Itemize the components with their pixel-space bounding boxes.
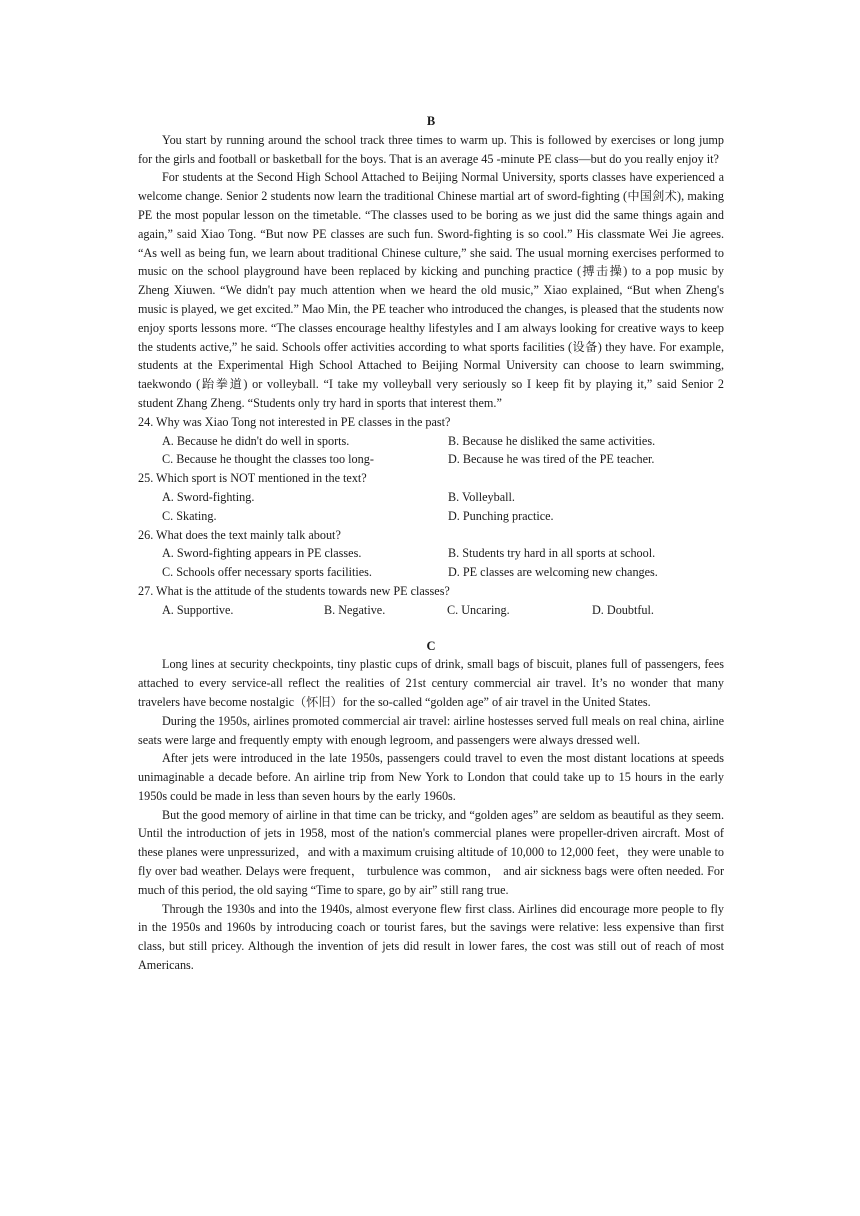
option-c: C. Because he thought the classes too long- (162, 452, 374, 467)
option-b: B. Volleyball. (448, 489, 515, 504)
passage-paragraph: For students at the Second High School Attached to Beijing Normal University, sports classes have experienced a welcome change. Senior 2 students now learn the traditional Chinese martial art of sword-fighting (中国剑术), making PE the most popular lesson on the timetable. “The classes used to be boring as we just did the same things again and again,” said Xiao Tong. “But now PE classes are such fun. Sword-fighting is so cool.” His classmate Wei Jie agrees. “As well as being fun, we learn about traditional Chinese culture,” she said. The usual morning exercises performed to music on the school playground have been replaced by kicking and punching practice (搏击操) to a pop music by Zheng Xiuwen. “We didn't pay much attention when we heard the old music,” Xiao explained, “But when Zheng's music is played, we get excited.” Mao Min, the PE teacher who introduced the changes, is pleased that the students now enjoy sports lessons more. “The classes encourage healthy lifestyles and I am always looking for creative ways to keep the students active,” he said. Schools offer activities according to what sports facilities (设备) they have. For example, students at the Experimental High School Attached to Beijing Normal University can choose to learn swimming, taekwondo (跆拳道) or volleyball. “I take my volleyball very seriously so I keep fit by playing it,” said Senior 2 student Zhang Zheng. “Students only try hard in sports that interest them.” (138, 170, 724, 410)
question-block (138, 526, 724, 582)
section-c-passage (138, 655, 724, 975)
option-d: D. Punching practice. (448, 508, 554, 523)
passage-paragraph: Long lines at security checkpoints, tiny plastic cups of drink, small bags of biscuit, planes full of passengers, fees attached to every service-all reflect the realities of 21st century commercial air travel. It’s no wonder that many travelers have become nostalgic（怀旧）for the so-called “golden age” of air travel in the United States. (138, 657, 724, 709)
option-b: B. Negative. (324, 602, 386, 617)
option-a: A. Supportive. (162, 602, 234, 617)
option-list (138, 601, 724, 620)
option-list (138, 432, 724, 470)
section-b-title: B (426, 114, 436, 128)
question-stem: 24. Why was Xiao Tong not interested in PE classes in the past? (138, 414, 451, 429)
option-a: A. Because he didn't do well in sports. (162, 433, 350, 448)
option-c: C. Uncaring. (447, 602, 510, 617)
option-a: A. Sword-fighting. (162, 489, 255, 504)
section-c-title: C (426, 638, 436, 653)
exam-page (138, 112, 724, 975)
option-b: B. Because he disliked the same activities. (448, 433, 656, 448)
option-list (138, 544, 724, 582)
option-b: B. Students try hard in all sports at school. (448, 546, 656, 561)
option-d: D. Because he was tired of the PE teacher. (448, 452, 655, 467)
section-b-passage (138, 131, 724, 413)
question-block (138, 469, 724, 525)
passage-paragraph: You start by running around the school track three times to warm up. This is followed by exercises or long jump for the girls and football or basketball for the boys. That is an average 45 -minute PE class—but do you really enjoy it? (138, 132, 724, 166)
option-d: D. PE classes are welcoming new changes. (448, 565, 658, 580)
question-block (138, 582, 724, 620)
question-stem: 26. What does the text mainly talk about? (138, 527, 341, 542)
option-d: D. Doubtful. (592, 602, 654, 617)
question-stem: 25. Which sport is NOT mentioned in the text? (138, 471, 367, 486)
question-block (138, 413, 724, 469)
option-c: C. Skating. (162, 508, 217, 523)
passage-paragraph: During the 1950s, airlines promoted commercial air travel: airline hostesses served full meals on real china, airline seats were large and frequently empty with enough legroom, and passengers were always dressed well. (138, 713, 724, 747)
option-a: A. Sword-fighting appears in PE classes. (162, 546, 362, 561)
option-c: C. Schools offer necessary sports facilities. (162, 565, 372, 580)
passage-paragraph: But the good memory of airline in that time can be tricky, and “golden ages” are seldom as beautiful as they seem. Until the introduction of jets in 1958, most of the nation's commercial planes were propeller-driven aircraft. Most of these planes were unpressurized，and with a maximum cruising altitude of 10,000 to 12,000 feet，they were unable to fly over bad weather. Delays were frequent， turbulence was common， and air sickness bags were often needed. For much of this period, the old saying “Time to spare, go by air” still rang true. (138, 807, 724, 897)
question-stem: 27. What is the attitude of the students towards new PE classes? (138, 583, 450, 598)
passage-paragraph: Through the 1930s and into the 1940s, almost everyone flew first class. Airlines did encourage more people to fly in the 1950s and 1960s by introducing coach or tourist fares, but the savings were relative: less expensive than first class, but still pricey. Although the invention of jets did result in lower fares, the cost was still out of reach of most Americans. (138, 901, 724, 973)
passage-paragraph: After jets were introduced in the late 1950s, passengers could travel to even the most distant locations at speeds unimaginable a decade before. An airline trip from New York to London that could take up to 15 hours in the early 1950s could be made in less than seven hours by the early 1960s. (138, 751, 724, 803)
option-list (138, 488, 724, 526)
